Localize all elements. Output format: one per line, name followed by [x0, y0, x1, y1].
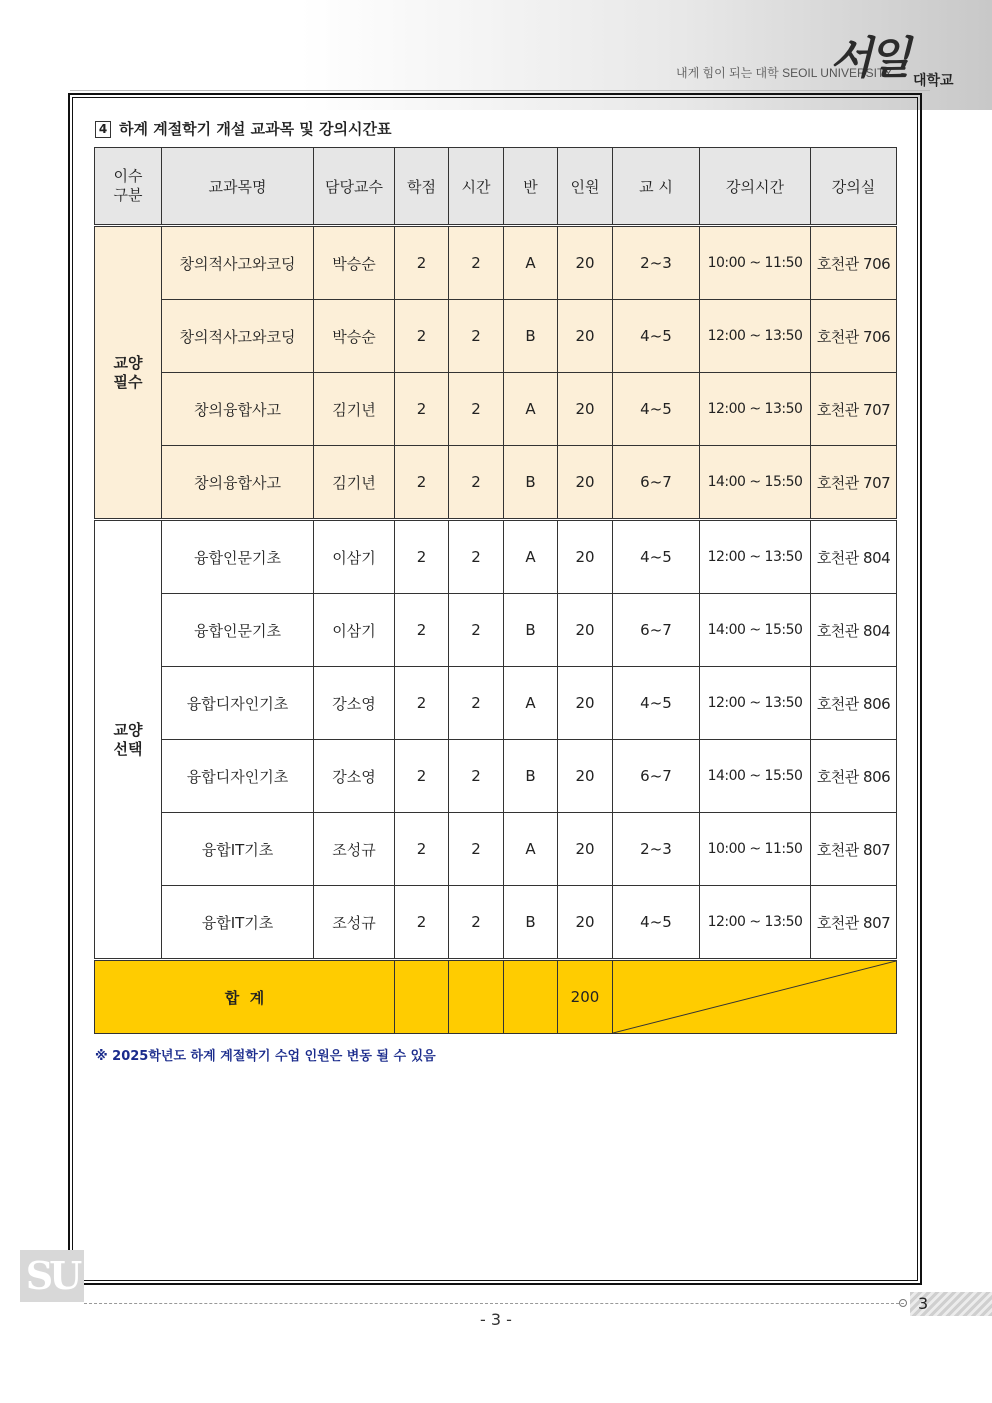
section-title — [95, 118, 391, 139]
table-cell: 2 — [449, 667, 504, 740]
table-cell: 조성규 — [314, 886, 395, 960]
footer-corner-page-number: 3 — [918, 1294, 929, 1313]
total-empty-cell — [504, 960, 558, 1034]
page-number: - 3 - — [480, 1310, 512, 1329]
table-cell: 융합디자인기초 — [162, 667, 314, 740]
table-cell: 4~5 — [613, 886, 700, 960]
table-cell: 20 — [558, 813, 613, 886]
table-cell: 강소영 — [314, 740, 395, 813]
table-cell: B — [504, 594, 558, 667]
table-cell: 창의적사고와코딩 — [162, 226, 314, 300]
table-cell: 융합인문기초 — [162, 520, 314, 594]
table-cell: 융합인문기초 — [162, 594, 314, 667]
category-cell: 교양 선택 — [95, 520, 162, 960]
table-cell: A — [504, 667, 558, 740]
table-cell: 2 — [449, 740, 504, 813]
table-cell: 2 — [449, 520, 504, 594]
table-cell: 호천관 807 — [811, 886, 897, 960]
table-cell: 융합IT기초 — [162, 886, 314, 960]
course-schedule-table — [94, 147, 897, 1034]
table-cell: 6~7 — [613, 740, 700, 813]
table-cell: 2 — [449, 594, 504, 667]
table-cell: 12:00 ~ 13:50 — [700, 373, 811, 446]
university-logo-text: 서일 — [830, 33, 908, 84]
total-empty-cell — [395, 960, 449, 1034]
column-header: 교과목명 — [162, 148, 314, 226]
table-cell: 20 — [558, 886, 613, 960]
table-cell: 조성규 — [314, 813, 395, 886]
table-cell: 12:00 ~ 13:50 — [700, 667, 811, 740]
table-cell: 호천관 707 — [811, 446, 897, 520]
table-cell: 12:00 ~ 13:50 — [700, 886, 811, 960]
section-number: 4 — [95, 121, 111, 138]
header-divider — [70, 90, 930, 91]
table-cell: 호천관 806 — [811, 667, 897, 740]
table-header-row — [95, 148, 897, 226]
column-header: 강의시간 — [700, 148, 811, 226]
table-cell: 2 — [395, 886, 449, 960]
table-row — [95, 520, 897, 594]
table-cell: 20 — [558, 667, 613, 740]
table-cell: 2 — [449, 446, 504, 520]
table-cell: 2 — [395, 300, 449, 373]
table-cell: A — [504, 520, 558, 594]
table-row — [95, 667, 897, 740]
total-empty-cell — [449, 960, 504, 1034]
table-cell: 이삼기 — [314, 594, 395, 667]
table-cell: 호천관 707 — [811, 373, 897, 446]
table-cell: 융합디자인기초 — [162, 740, 314, 813]
footer-circle-icon — [899, 1299, 907, 1307]
table-row — [95, 300, 897, 373]
table-cell: 2 — [449, 373, 504, 446]
table-cell: 14:00 ~ 15:50 — [700, 446, 811, 520]
table-cell: 20 — [558, 373, 613, 446]
su-watermark-logo: SU — [20, 1250, 84, 1302]
table-cell: 김기년 — [314, 373, 395, 446]
column-header: 학점 — [395, 148, 449, 226]
table-row — [95, 594, 897, 667]
total-diagonal-cell — [613, 960, 897, 1034]
table-cell: 20 — [558, 300, 613, 373]
table-cell: 창의융합사고 — [162, 373, 314, 446]
table-cell: 2 — [395, 520, 449, 594]
table-cell: 2 — [395, 740, 449, 813]
table-cell: 12:00 ~ 13:50 — [700, 300, 811, 373]
footer-divider — [84, 1303, 904, 1304]
category-cell: 교양 필수 — [95, 226, 162, 520]
table-cell: 박승순 — [314, 226, 395, 300]
table-cell: 이삼기 — [314, 520, 395, 594]
table-cell: 10:00 ~ 11:50 — [700, 226, 811, 300]
table-cell: 2 — [449, 886, 504, 960]
table-cell: 12:00 ~ 13:50 — [700, 520, 811, 594]
table-cell: A — [504, 813, 558, 886]
table-cell: A — [504, 373, 558, 446]
table-cell: 2 — [395, 813, 449, 886]
section-title-text: 하계 계절학기 개설 교과목 및 강의시간표 — [119, 120, 392, 138]
table-cell: 2 — [449, 226, 504, 300]
table-cell: 2 — [395, 373, 449, 446]
table-cell: 14:00 ~ 15:50 — [700, 740, 811, 813]
university-tagline: 내게 힘이 되는 대학 SEOIL UNIVERSITY — [676, 66, 893, 80]
table-cell: 20 — [558, 226, 613, 300]
table-cell: 2 — [449, 813, 504, 886]
table-row — [95, 886, 897, 960]
table-cell: 호천관 807 — [811, 813, 897, 886]
table-cell: 강소영 — [314, 667, 395, 740]
table-cell: 박승순 — [314, 300, 395, 373]
table-cell: 호천관 706 — [811, 300, 897, 373]
table-cell: 호천관 706 — [811, 226, 897, 300]
table-cell: 호천관 806 — [811, 740, 897, 813]
column-header: 교 시 — [613, 148, 700, 226]
table-row — [95, 373, 897, 446]
table-cell: 호천관 804 — [811, 594, 897, 667]
total-row — [95, 960, 897, 1034]
table-cell: 4~5 — [613, 520, 700, 594]
column-header: 반 — [504, 148, 558, 226]
table-row — [95, 740, 897, 813]
column-header: 이수 구분 — [95, 148, 162, 226]
column-header: 인원 — [558, 148, 613, 226]
university-logo-subtext: 대학교 — [913, 73, 954, 89]
table-cell: 20 — [558, 594, 613, 667]
table-cell: A — [504, 226, 558, 300]
table-row — [95, 813, 897, 886]
table-cell: 6~7 — [613, 446, 700, 520]
table-cell: 14:00 ~ 15:50 — [700, 594, 811, 667]
table-cell: 창의융합사고 — [162, 446, 314, 520]
table-cell: 2~3 — [613, 813, 700, 886]
table-cell: 20 — [558, 740, 613, 813]
column-header: 담당교수 — [314, 148, 395, 226]
schedule-note: ※ 2025학년도 하계 계절학기 수업 인원은 변동 될 수 있음 — [95, 1049, 436, 1064]
column-header: 강의실 — [811, 148, 897, 226]
table-cell: 2 — [395, 226, 449, 300]
diagonal-line — [613, 961, 896, 1033]
table-cell: 10:00 ~ 11:50 — [700, 813, 811, 886]
total-label: 합 계 — [95, 960, 395, 1034]
table-cell: 20 — [558, 520, 613, 594]
table-cell: 2 — [395, 594, 449, 667]
table-cell: 호천관 804 — [811, 520, 897, 594]
column-header: 시간 — [449, 148, 504, 226]
table-cell: 융합IT기초 — [162, 813, 314, 886]
table-cell: 20 — [558, 446, 613, 520]
table-cell: B — [504, 740, 558, 813]
table-row — [95, 226, 897, 300]
table-cell: 2 — [395, 667, 449, 740]
total-count: 200 — [558, 960, 613, 1034]
table-cell: 김기년 — [314, 446, 395, 520]
table-row — [95, 446, 897, 520]
table-cell: 4~5 — [613, 373, 700, 446]
table-cell: 2 — [449, 300, 504, 373]
table-cell: 4~5 — [613, 667, 700, 740]
table-cell: 창의적사고와코딩 — [162, 300, 314, 373]
table-cell: 2~3 — [613, 226, 700, 300]
table-cell: 2 — [395, 446, 449, 520]
table-cell: 4~5 — [613, 300, 700, 373]
table-cell: 6~7 — [613, 594, 700, 667]
table-cell: B — [504, 446, 558, 520]
table-cell: B — [504, 886, 558, 960]
table-cell: B — [504, 300, 558, 373]
